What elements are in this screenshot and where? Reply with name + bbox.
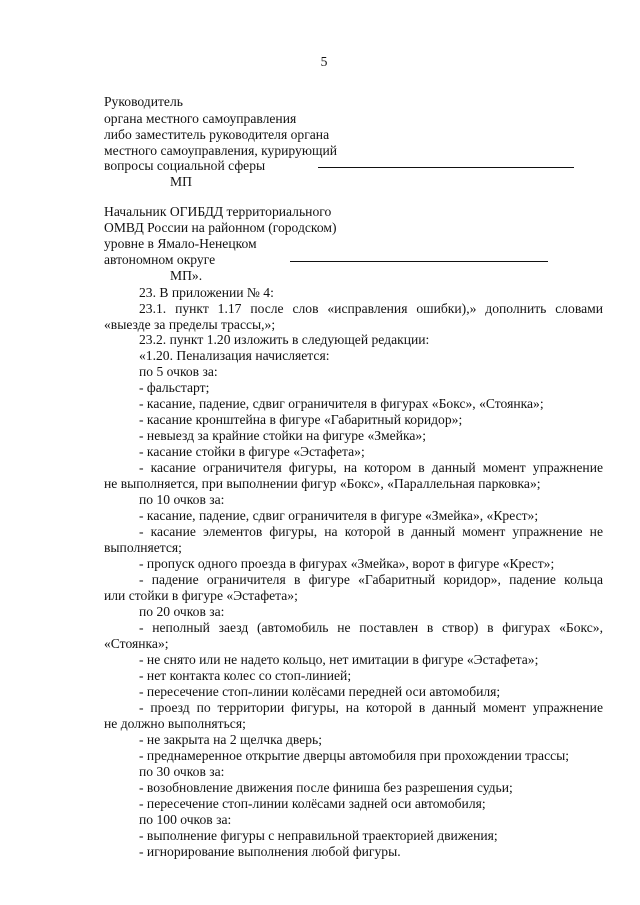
list-item: - преднамеренное открытие дверцы автомобиля при прохождении трассы; — [139, 748, 570, 763]
group-10-points: по 10 очков за: — [139, 492, 225, 507]
list-item-continuation: или стойки в фигуре «Эстафета»; — [104, 588, 298, 603]
signature-block-1-line-3: либо заместитель руководителя органа — [104, 127, 330, 142]
list-item: - фальстарт; — [139, 380, 210, 395]
group-5-points: по 5 очков за: — [139, 364, 218, 379]
list-item: - касание стойки в фигуре «Эстафета»; — [139, 444, 365, 459]
signature-block-2-line-3: уровне в Ямало-Ненецком — [104, 236, 257, 251]
signature-block-1-line-2: органа местного самоуправления — [104, 111, 297, 126]
signature-block-1-line-4: местного самоуправления, курирующий — [104, 143, 337, 158]
signature-block-1-line-1: Руководитель — [104, 94, 183, 109]
page-number: 5 — [320, 54, 328, 69]
list-item: - пересечение стоп-линии колёсами задней оси автомобиля; — [139, 796, 486, 811]
clause-1-20-heading: «1.20. Пенализация начисляется: — [139, 348, 330, 363]
group-30-points: по 30 очков за: — [139, 764, 225, 779]
stamp-placeholder-2: МП». — [170, 268, 203, 283]
list-item: - касание, падение, сдвиг ограничителя в фигурах «Бокс», «Стоянка»; — [139, 396, 544, 411]
list-item: - не закрыта на 2 щелчка дверь; — [139, 732, 323, 747]
list-item: - проезд по территории фигуры, на которой в данный момент упражнение — [139, 700, 603, 715]
list-item-continuation: выполняется; — [104, 540, 182, 555]
signature-line-1 — [318, 167, 574, 168]
list-item-continuation: не должно выполняться; — [104, 716, 246, 731]
list-item: - касание элементов фигуры, на которой в данный момент упражнение не — [139, 524, 603, 539]
item-23-heading: 23. В приложении № 4: — [139, 285, 274, 300]
list-item-continuation: «Стоянка»; — [104, 636, 169, 651]
list-item: - невыезд за крайние стойки на фигуре «Змейка»; — [139, 428, 426, 443]
list-item: - касание, падение, сдвиг ограничителя в фигуре «Змейка», «Крест»; — [139, 508, 539, 523]
item-23-1-line-2: «выезде за пределы трассы,»; — [104, 317, 276, 332]
stamp-placeholder-1: МП — [170, 174, 192, 189]
list-item: - не снято или не надето кольцо, нет имитации в фигуре «Эстафета»; — [139, 652, 539, 667]
group-100-points: по 100 очков за: — [139, 812, 232, 827]
list-item: - падение ограничителя в фигуре «Габаритный коридор», падение кольца — [139, 572, 603, 587]
list-item: - касание кронштейна в фигуре «Габаритный коридор»; — [139, 412, 463, 427]
list-item: - выполнение фигуры с неправильной траекторией движения; — [139, 828, 498, 843]
signature-block-2-line-2: ОМВД России на районном (городском) — [104, 220, 337, 235]
list-item: - игнорирование выполнения любой фигуры. — [139, 844, 401, 859]
list-item-continuation: не выполняется, при выполнении фигур «Бокс», «Параллельная парковка»; — [104, 476, 541, 491]
group-20-points: по 20 очков за: — [139, 604, 225, 619]
signature-block-1-line-5: вопросы социальной сферы — [104, 158, 266, 173]
signature-line-2 — [290, 261, 548, 262]
signature-block-2-line-1: Начальник ОГИБДД территориального — [104, 204, 332, 219]
list-item: - пересечение стоп-линии колёсами передней оси автомобиля; — [139, 684, 501, 699]
item-23-1-line-1: 23.1. пункт 1.17 после слов «исправления ошибки),» дополнить словами — [139, 301, 603, 316]
list-item: - касание ограничителя фигуры, на котором в данный момент упражнение — [139, 460, 603, 475]
list-item: - нет контакта колес со стоп-линией; — [139, 668, 352, 683]
list-item: - неполный заезд (автомобиль не поставлен в створ) в фигурах «Бокс», — [139, 620, 603, 635]
list-item: - возобновление движения после финиша без разрешения судьи; — [139, 780, 513, 795]
list-item: - пропуск одного проезда в фигурах «Змейка», ворот в фигуре «Крест»; — [139, 556, 555, 571]
item-23-2-heading: 23.2. пункт 1.20 изложить в следующей редакции: — [139, 332, 430, 347]
signature-block-2-line-4: автономном округе — [104, 252, 216, 267]
